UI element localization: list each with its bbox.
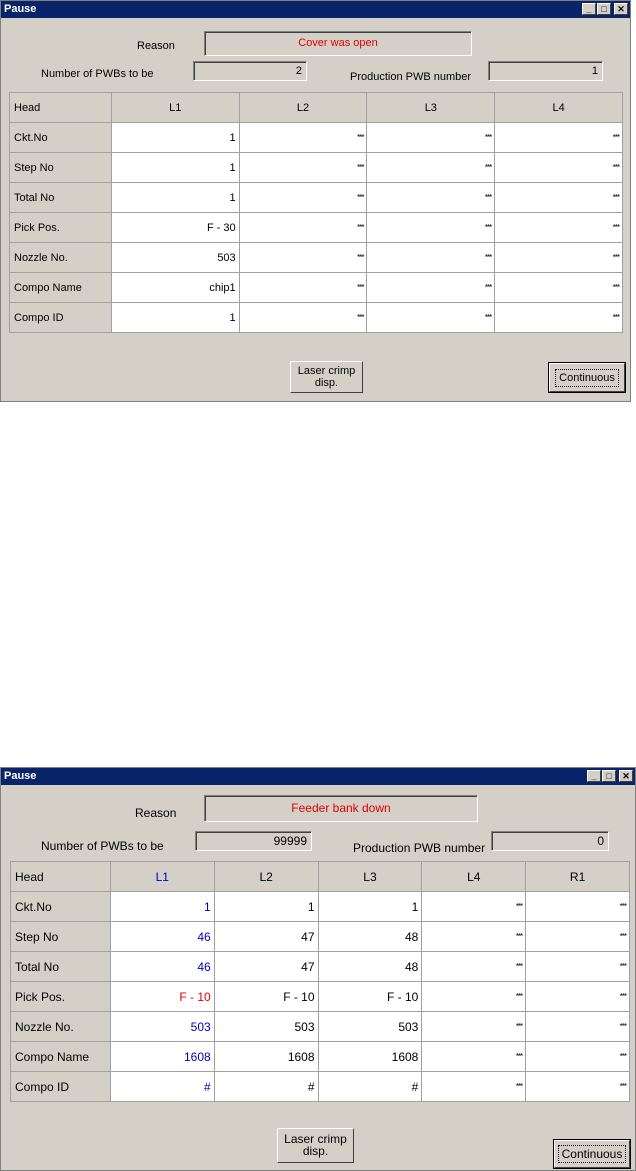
table-cell: 503 <box>111 243 239 273</box>
table-cell: 46 <box>110 922 214 952</box>
maximize-icon[interactable]: □ <box>602 770 616 782</box>
table-cell: *** <box>422 892 526 922</box>
reason-field: Feeder bank down <box>204 795 478 822</box>
table-cell: *** <box>495 123 623 153</box>
table-row <box>11 1042 630 1072</box>
reason-label: Reason <box>137 40 175 52</box>
laser-crimp-disp-button[interactable] <box>277 1128 354 1163</box>
table-row <box>11 952 630 982</box>
table-cell: 1 <box>111 303 239 333</box>
window-title: Pause <box>4 770 37 782</box>
table-cell: *** <box>495 303 623 333</box>
minimize-icon[interactable]: _ <box>587 770 601 782</box>
table-row <box>10 303 623 333</box>
table-cell: 1 <box>110 892 214 922</box>
table-cell: *** <box>526 922 630 952</box>
table-row <box>10 153 623 183</box>
table-cell: 1 <box>318 892 422 922</box>
table-cell: *** <box>367 303 495 333</box>
table-row <box>11 1072 630 1102</box>
row-label: Compo Name <box>10 273 112 303</box>
table-cell: *** <box>239 273 367 303</box>
table-cell: chip1 <box>111 273 239 303</box>
row-label: Pick Pos. <box>11 982 111 1012</box>
column-header-l4: L4 <box>422 862 526 892</box>
table-cell: 503 <box>110 1012 214 1042</box>
table-cell: *** <box>367 153 495 183</box>
table-cell: *** <box>422 1042 526 1072</box>
column-header-l1: L1 <box>110 862 214 892</box>
table-row <box>10 123 623 153</box>
table-cell: *** <box>422 952 526 982</box>
table-cell: F - 30 <box>111 213 239 243</box>
continuous-button-label: Continuous <box>558 1145 627 1163</box>
column-header-l3: L3 <box>367 93 495 123</box>
table-cell: 1 <box>214 892 318 922</box>
table-row <box>10 243 623 273</box>
table-row <box>11 892 630 922</box>
table-cell: *** <box>239 183 367 213</box>
table-cell: 1 <box>111 183 239 213</box>
continuous-button[interactable] <box>549 363 625 392</box>
column-header-r1: R1 <box>526 862 630 892</box>
close-icon[interactable]: ✕ <box>619 770 633 782</box>
table-cell: *** <box>367 183 495 213</box>
table-row <box>10 273 623 303</box>
minimize-icon[interactable]: _ <box>582 3 596 15</box>
table-cell: 1608 <box>214 1042 318 1072</box>
table-cell: # <box>214 1072 318 1102</box>
column-header-l4: L4 <box>495 93 623 123</box>
table-row <box>11 1012 630 1042</box>
row-label: Total No <box>11 952 111 982</box>
laser-button-line1: Laser crimp <box>297 365 356 377</box>
pwbs-to-be-field: 99999 <box>195 831 312 851</box>
reason-field: Cover was open <box>204 31 472 56</box>
table-header-row <box>10 93 623 123</box>
table-cell: *** <box>239 123 367 153</box>
production-pwb-label: Production PWB number <box>350 71 472 83</box>
row-label: Pick Pos. <box>10 213 112 243</box>
column-header-l2: L2 <box>239 93 367 123</box>
close-icon[interactable]: ✕ <box>614 3 628 15</box>
laser-button-line2: disp. <box>314 377 339 389</box>
table-cell: # <box>318 1072 422 1102</box>
production-pwb-field: 1 <box>488 61 603 81</box>
table-cell: *** <box>422 1072 526 1102</box>
table-cell: *** <box>495 213 623 243</box>
table-cell: 48 <box>318 952 422 982</box>
table-cell: *** <box>239 303 367 333</box>
table-cell: # <box>110 1072 214 1102</box>
title-bar <box>1 1 630 18</box>
continuous-button-label: Continuous <box>555 369 619 387</box>
head-column-header: Head <box>11 862 111 892</box>
table-cell: 503 <box>318 1012 422 1042</box>
row-label: Nozzle No. <box>11 1012 111 1042</box>
row-label: Compo Name <box>11 1042 111 1072</box>
table-cell: 1608 <box>110 1042 214 1072</box>
table-cell: 48 <box>318 922 422 952</box>
table-cell: *** <box>367 243 495 273</box>
table-cell: *** <box>495 273 623 303</box>
table-cell: *** <box>422 922 526 952</box>
table-cell: 1608 <box>318 1042 422 1072</box>
window-title: Pause <box>4 3 37 15</box>
table-cell: *** <box>526 892 630 922</box>
table-row <box>11 922 630 952</box>
maximize-icon[interactable]: □ <box>597 3 611 15</box>
table-cell: *** <box>239 213 367 243</box>
table-cell: 47 <box>214 952 318 982</box>
pwbs-to-be-field: 2 <box>193 61 307 81</box>
table-cell: F - 10 <box>318 982 422 1012</box>
column-header-l3: L3 <box>318 862 422 892</box>
table-cell: *** <box>239 153 367 183</box>
row-label: Ckt.No <box>11 892 111 922</box>
column-header-l2: L2 <box>214 862 318 892</box>
table-cell: *** <box>367 123 495 153</box>
pwbs-to-be-label: Number of PWBs to be <box>41 68 154 80</box>
table-cell: F - 10 <box>110 982 214 1012</box>
pause-dialog-2 <box>0 767 636 1171</box>
row-label: Ckt.No <box>10 123 112 153</box>
table-header-row <box>11 862 630 892</box>
head-table <box>9 92 623 333</box>
row-label: Nozzle No. <box>10 243 112 273</box>
laser-button-line1: Laser crimp <box>284 1132 347 1146</box>
table-row <box>10 183 623 213</box>
table-cell: *** <box>495 183 623 213</box>
laser-button-line2: disp. <box>302 1144 329 1158</box>
table-cell: 47 <box>214 922 318 952</box>
table-cell: *** <box>526 1042 630 1072</box>
table-cell: 503 <box>214 1012 318 1042</box>
row-label: Compo ID <box>10 303 112 333</box>
table-cell: *** <box>526 952 630 982</box>
table-cell: *** <box>526 982 630 1012</box>
head-table <box>10 861 630 1102</box>
table-cell: 1 <box>111 123 239 153</box>
row-label: Compo ID <box>11 1072 111 1102</box>
table-cell: *** <box>422 1012 526 1042</box>
reason-label: Reason <box>135 806 177 820</box>
table-cell: *** <box>367 213 495 243</box>
table-cell: *** <box>422 982 526 1012</box>
row-label: Total No <box>10 183 112 213</box>
table-cell: *** <box>239 243 367 273</box>
production-pwb-field: 0 <box>491 831 609 851</box>
table-cell: *** <box>495 153 623 183</box>
continuous-button[interactable] <box>554 1140 630 1168</box>
row-label: Step No <box>11 922 111 952</box>
pause-dialog-1 <box>0 0 631 402</box>
table-cell: F - 10 <box>214 982 318 1012</box>
column-header-l1: L1 <box>111 93 239 123</box>
table-cell: *** <box>526 1012 630 1042</box>
table-row <box>10 213 623 243</box>
table-cell: *** <box>495 243 623 273</box>
row-label: Step No <box>10 153 112 183</box>
laser-crimp-disp-button[interactable] <box>290 361 363 393</box>
head-column-header: Head <box>10 93 112 123</box>
table-cell: *** <box>367 273 495 303</box>
production-pwb-label: Production PWB number <box>353 841 486 855</box>
table-cell: *** <box>526 1072 630 1102</box>
pwbs-to-be-label: Number of PWBs to be <box>41 839 164 853</box>
table-cell: 46 <box>110 952 214 982</box>
table-cell: 1 <box>111 153 239 183</box>
title-bar <box>1 768 635 785</box>
table-row <box>11 982 630 1012</box>
